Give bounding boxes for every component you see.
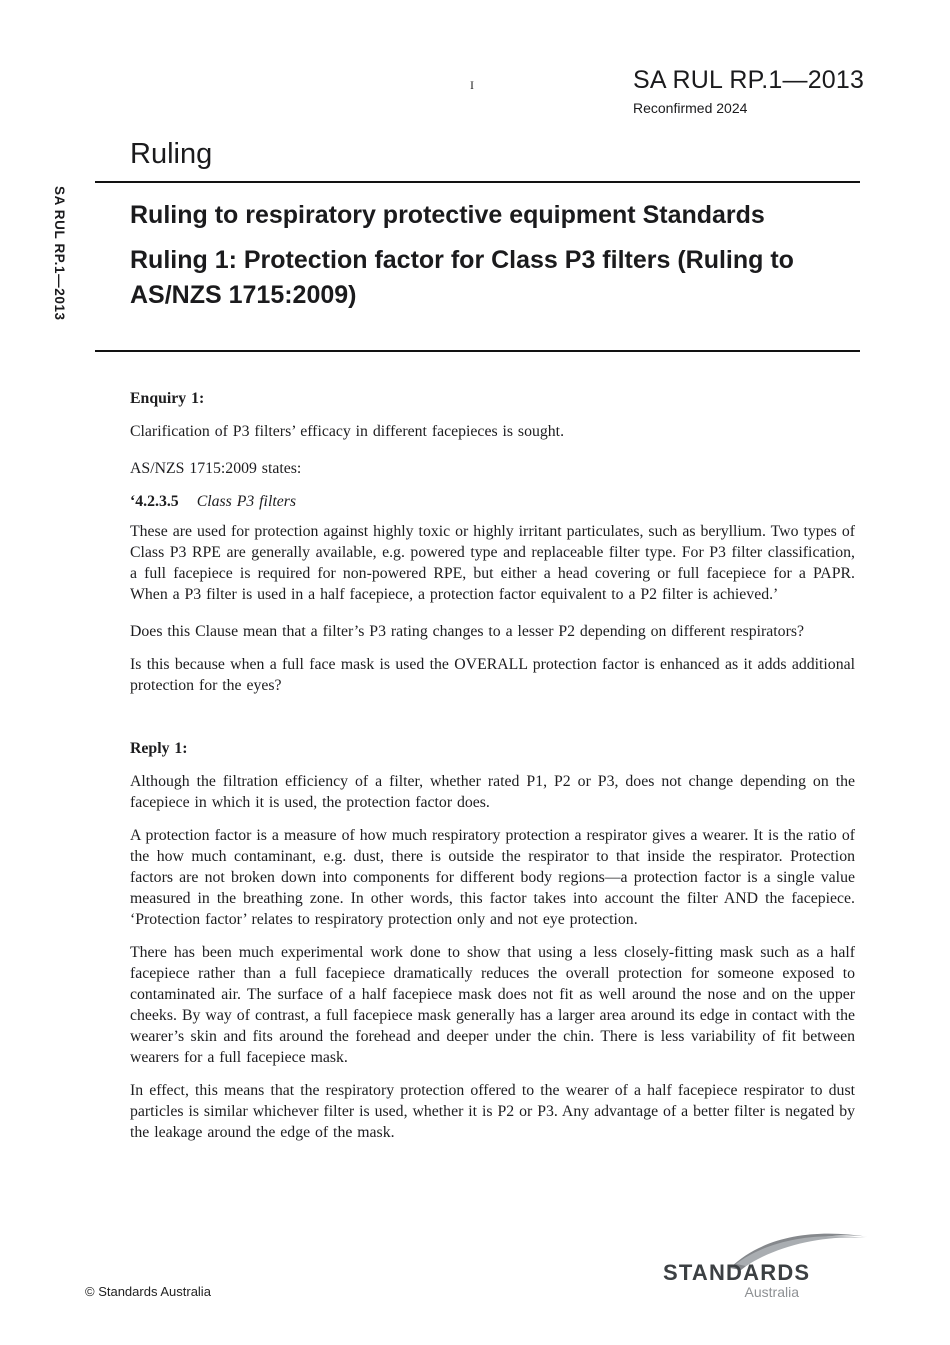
ruling-kicker: Ruling bbox=[130, 138, 213, 170]
clause-title: Class P3 filters bbox=[196, 493, 297, 510]
enquiry-question-1: Does this Clause mean that a filter’s P3 rating changes to a lesser P2 depending on different respirators? bbox=[130, 623, 805, 640]
standards-australia-logo bbox=[663, 1228, 870, 1304]
reply-paragraph: A protection factor is a measure of how much respiratory protection a respirator gives a wearer. It is the ratio of the how much contaminant, e.g. dust, there is outside the respirator to that inside the respirator. Protection factors are not broken down into components for different body regions—a protection factor is a single value measured in the breathing zone. In other words, this factor takes into account the filter AND the facepiece. ‘Protection factor’ relates to respiratory protection only and not eye protection. bbox=[130, 827, 855, 928]
divider-title bbox=[95, 350, 860, 352]
clause-number: ‘4.2.3.5 bbox=[130, 493, 179, 510]
doc-title: Ruling to respiratory protective equipment Standards bbox=[130, 201, 765, 229]
reply-paragraph: Although the filtration efficiency of a filter, whether rated P1, P2 or P3, does not change depending on the facepiece in which it is used, the protection factor does. bbox=[130, 773, 855, 811]
reply-heading: Reply 1: bbox=[130, 740, 188, 757]
document-title-block bbox=[130, 198, 848, 313]
reply-paragraph: In effect, this means that the respiratory protection offered to the wearer of a half facepiece respirator to dust particles is similar whichever filter is used, whether it is P2 or P3. Any advantage of a better filter is negated by the leakage around the edge of the mask. bbox=[130, 1082, 855, 1141]
footer-copyright: © Standards Australia bbox=[85, 1284, 211, 1299]
reconfirmed-label: Reconfirmed 2024 bbox=[633, 100, 748, 116]
sidebar-designation: SA RUL RP.1—2013 bbox=[52, 186, 67, 321]
logo-subtext: Australia bbox=[744, 1284, 799, 1300]
page-number: I bbox=[470, 78, 474, 92]
document-body bbox=[130, 388, 855, 1155]
document-header bbox=[633, 66, 864, 116]
clause-quote: These are used for protection against highly toxic or highly irritant particulates, such as beryllium. Two types of Class P3 RPE are generally available, e.g. powered type and replaceable filter type. For P3 filter classification, a full facepiece is required for non-powered RPE, but either a head covering or full facepiece for a PAPR. When a P3 filter is used in a half facepiece, a protection factor equivalent to a P2 filter is achieved.’ bbox=[130, 523, 855, 603]
divider-top bbox=[95, 181, 860, 183]
clause-heading bbox=[130, 491, 855, 512]
document-designation: SA RUL RP.1—2013 bbox=[633, 66, 865, 94]
doc-subtitle: Ruling 1: Protection factor for Class P3 filters (Ruling to AS/NZS 1715:2009) bbox=[130, 246, 794, 309]
reply-paragraph: There has been much experimental work done to show that using a less closely-fitting mask such as a half facepiece rather than a full facepiece dramatically reduces the overall protection for someone exposed to contaminated air. The surface of a half facepiece mask does not fit as well around the nose and on the upper cheeks. By way of contrast, a full facepiece mask generally has a larger area around its edge in contact with the wearer’s skin and fits around the forehead and deeper under the chin. There is less variability of fit between wearers for a full facepiece mask. bbox=[130, 944, 855, 1066]
enquiry-question-2: Is this because when a full face mask is used the OVERALL protection factor is enhanced as it adds additional protection for the eyes? bbox=[130, 656, 855, 694]
enquiry-intro: Clarification of P3 filters’ efficacy in different facepieces is sought. bbox=[130, 423, 565, 440]
enquiry-heading: Enquiry 1: bbox=[130, 390, 205, 407]
logo-wordmark: STANDARDS bbox=[663, 1260, 811, 1285]
states-line: AS/NZS 1715:2009 states: bbox=[130, 460, 302, 477]
